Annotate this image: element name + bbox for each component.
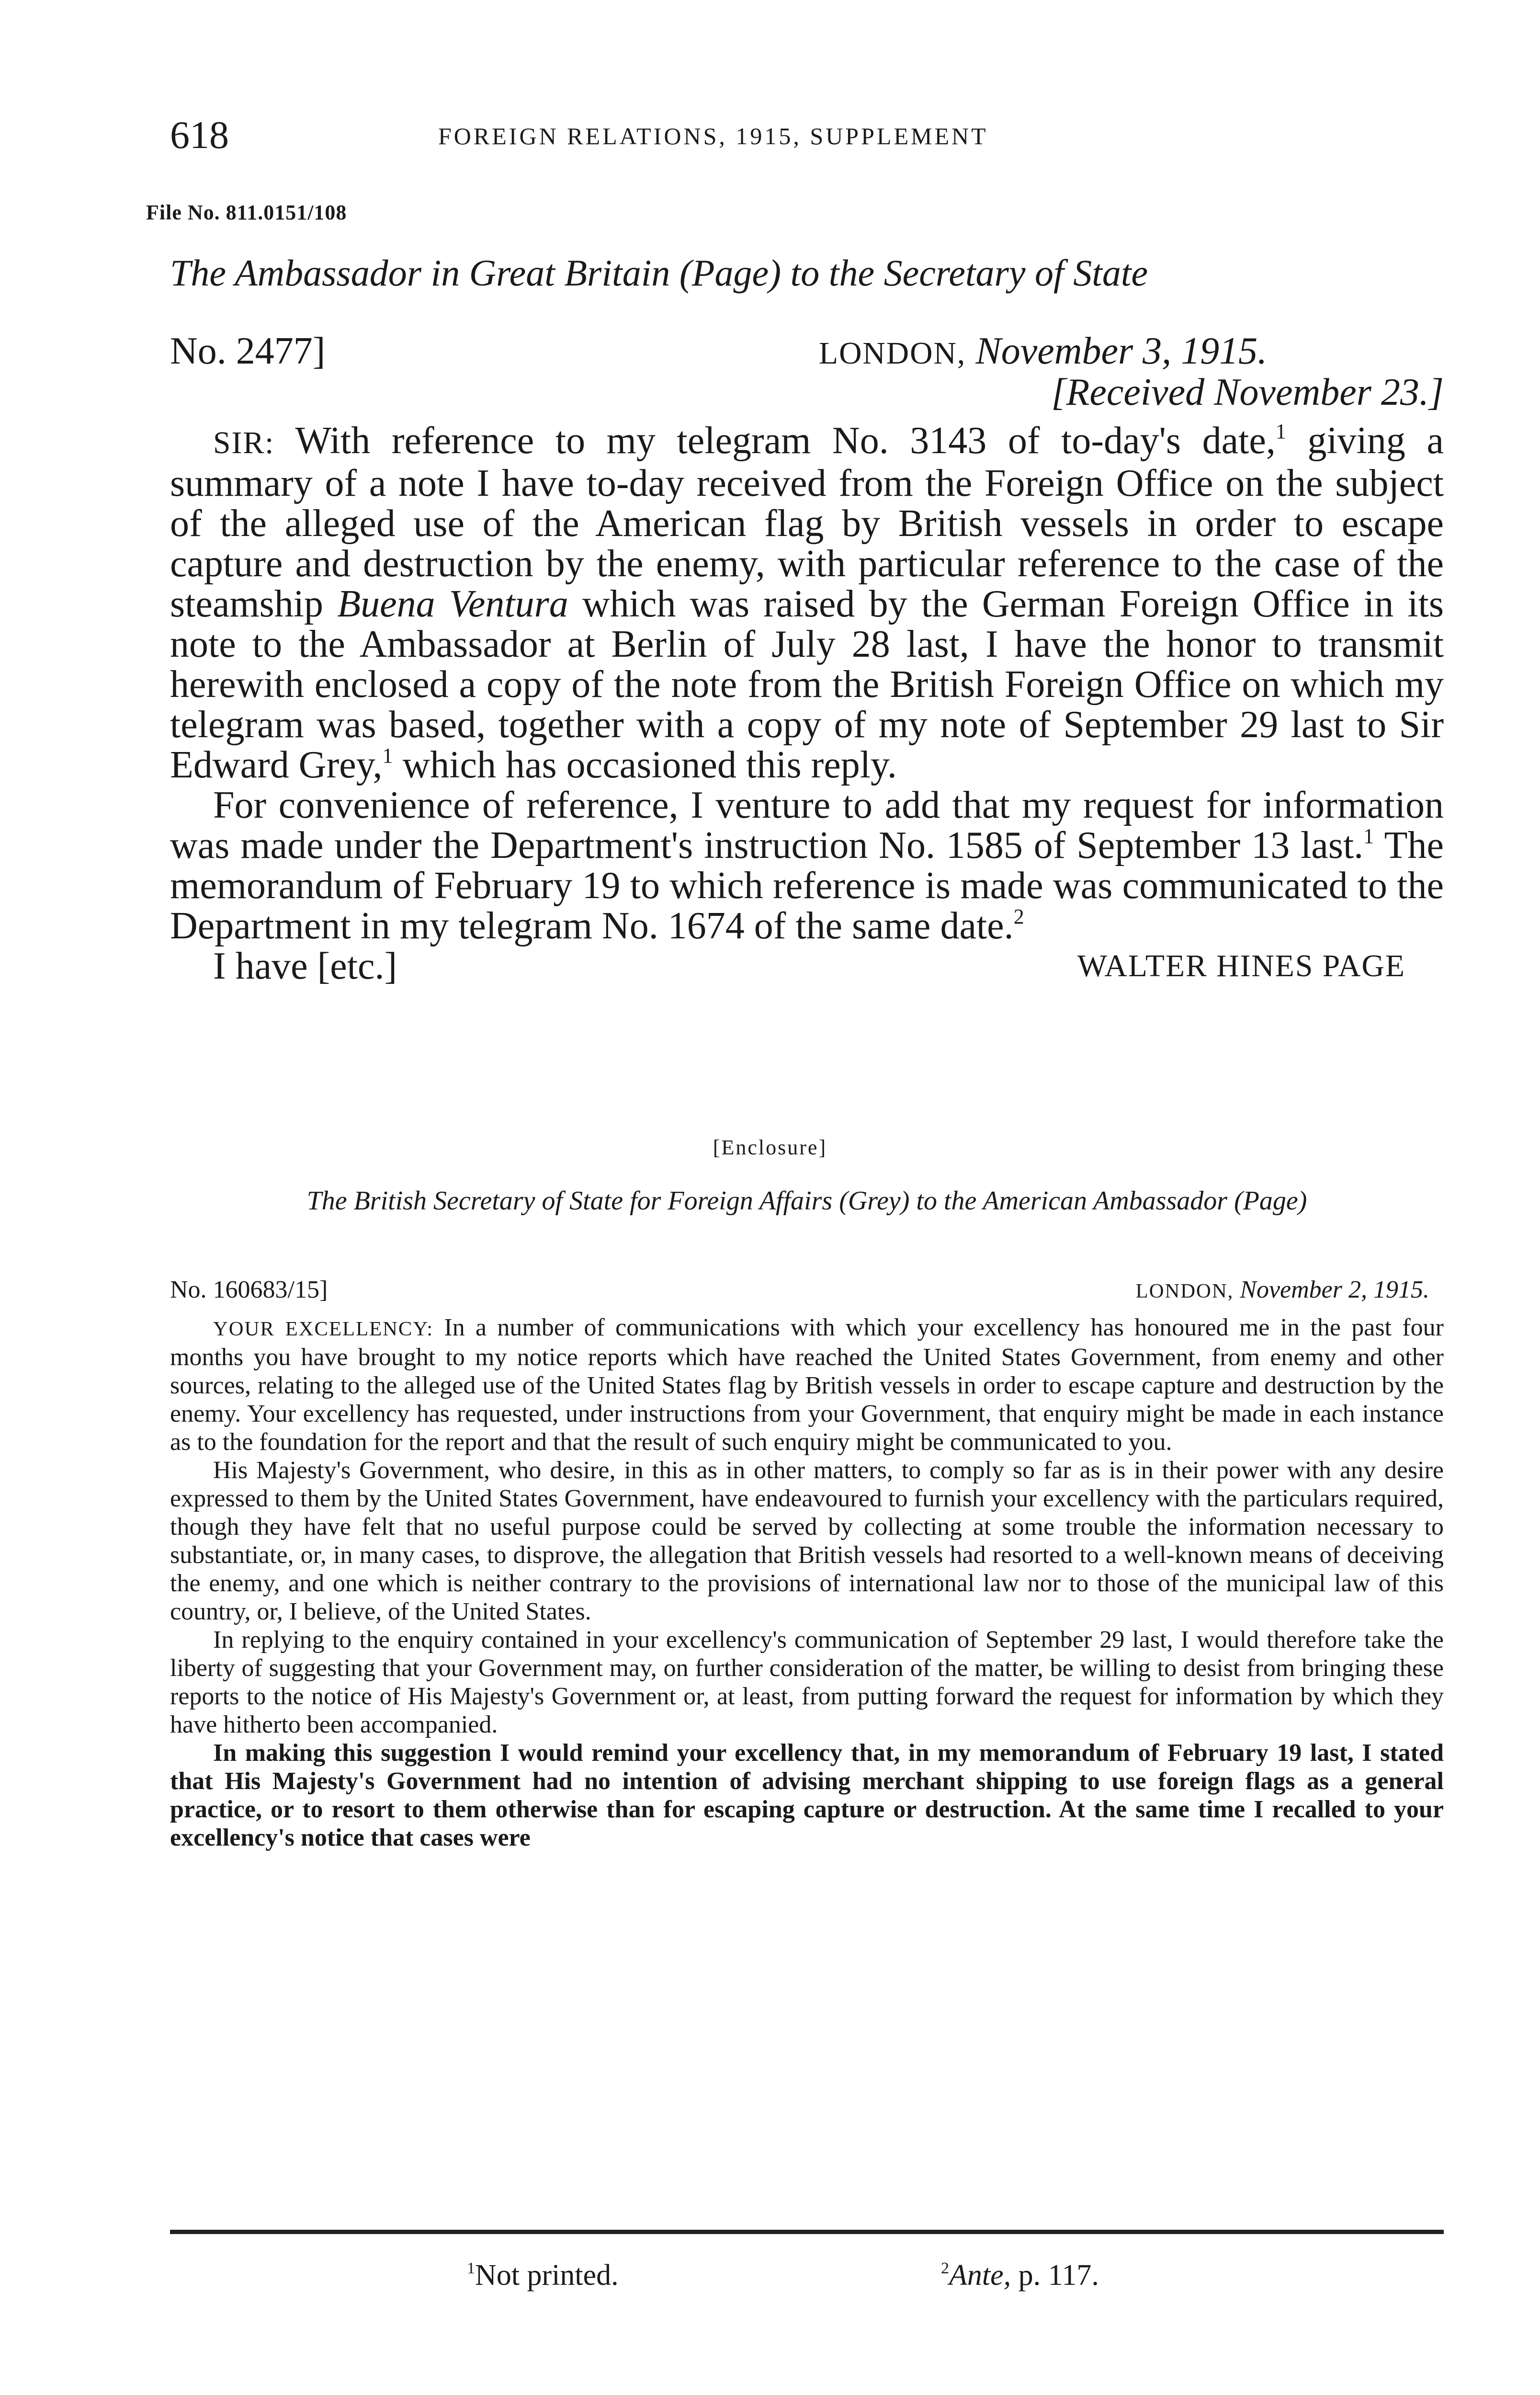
footnote-text: Not printed. bbox=[475, 2259, 619, 2292]
document-title: The Ambassador in Great Britain (Page) to the Secretary of State bbox=[170, 252, 1148, 294]
enclosure-text: In a number of communications with which your excellency has honoured me in the past four months you have brought to my notice reports which have reached the United States Government, from enemy and other sources, relating to the alleged use of the United States flag by British vessels in order to escape capture and destruction by the enemy. Your excellency has requested, under instructions from your Government, that enquiry might be made in each instance as to the foundation for the report and that the result of such enquiry might be communicated to you. bbox=[170, 1314, 1444, 1456]
received-date: [Received November 23.] bbox=[1051, 371, 1444, 413]
letter-text: The memorandum of February 19 to which reference is made was communicated to the Department in my telegram No. 1674 of the same date. bbox=[170, 824, 1444, 947]
page-header bbox=[170, 111, 1444, 164]
enclosure-title: The British Secretary of State for Foreign Affairs (Grey) to the American Ambassador (Page) bbox=[306, 1186, 1307, 1216]
footnote-mark: 2 bbox=[941, 2259, 950, 2278]
dispatch-dateline bbox=[819, 331, 1267, 374]
letter-text: which was raised by the German Foreign Office in its note to the Ambassador at Berlin of July 28 last, I have the honor to transmit herewith enclosed a copy of the note from the British Foreign Office on which my telegram was based, together with a copy of my note of September 29 last to Sir Edward Grey, bbox=[170, 583, 1444, 786]
letter-text: giving a summary of a note I have to-day received from the Foreign Office on the subject of the alleged use of the American flag by British vessels in order to escape capture and destruction by the enemy, with particular reference to the case of the steamship bbox=[170, 420, 1444, 625]
letter-text: For convenience of reference, I venture to add that my request for information was made under the Department's instruction No. 1585 of September 13 last. bbox=[170, 784, 1444, 867]
salutation: SIR: bbox=[213, 426, 275, 460]
enclosure-paragraph: In replying to the enquiry contained in your excellency's communication of September 29 last, I would therefore take the liberty of suggesting that your Government may, on further consideration of the matter, be willing to desist from bringing these reports to the notice of His Majesty's Government or, at least, from putting forward the request for information by which they have hitherto been accompanied. bbox=[170, 1626, 1444, 1738]
signature: WALTER HINES PAGE bbox=[1077, 949, 1405, 983]
footnote-ref: 2 bbox=[1013, 905, 1024, 929]
letter-paragraph bbox=[170, 785, 1444, 946]
enclosure-paragraph bbox=[170, 1313, 1444, 1456]
enclosure-number: No. 160683/15] bbox=[170, 1276, 328, 1303]
dispatch-date: November 3, 1915. bbox=[975, 330, 1268, 372]
enclosure-salutation: YOUR EXCELLENCY: bbox=[213, 1318, 434, 1340]
enclosure-body bbox=[170, 1313, 1444, 1852]
footnote-1 bbox=[467, 2258, 619, 2292]
footnote-rule bbox=[170, 2230, 1444, 2234]
enclosure-paragraph: His Majesty's Government, who desire, in this as in other matters, to comply so far as is in their power with any desire expressed to them by the United States Government, have endeavoured to furnish your excellency with the particulars required, though they have felt that no useful purpose could be served by collecting at some trouble the information necessary to substantiate, or, in many cases, to disprove, the allegation that British vessels had resorted to a well-known means of deceiving the enemy, and one which is neither contrary to the provisions of international law nor to those of the municipal law of this country, or, I believe, of the United States. bbox=[170, 1457, 1444, 1625]
dispatch-header bbox=[170, 331, 1444, 413]
file-number: File No. 811.0151/108 bbox=[146, 201, 347, 224]
letter-paragraph bbox=[170, 421, 1444, 785]
footnote-mark: 1 bbox=[467, 2259, 476, 2278]
footnote-ref: 1 bbox=[382, 744, 393, 768]
letter-text: which has occasioned this reply. bbox=[402, 744, 897, 786]
enclosure-place: LONDON, bbox=[1135, 1280, 1234, 1302]
ship-name: Buena Ventura bbox=[337, 583, 568, 625]
closing-phrase: I have [etc.] bbox=[213, 945, 397, 987]
enclosure-header bbox=[170, 1275, 1444, 1305]
footnote-ref: 1 bbox=[1275, 420, 1286, 444]
footnotes bbox=[170, 2258, 1444, 2297]
enclosure-dateline bbox=[1136, 1275, 1429, 1306]
letter-closing bbox=[170, 946, 1444, 986]
footnote-2 bbox=[941, 2258, 1099, 2292]
footnote-text: p. 117. bbox=[1018, 2259, 1099, 2292]
enclosure-label: [Enclosure] bbox=[713, 1136, 827, 1159]
dispatch-place: LONDON, bbox=[819, 336, 966, 371]
footnote-ref: 1 bbox=[1363, 824, 1374, 848]
enclosure-paragraph: In making this suggestion I would remind your excellency that, in my memorandum of February 19 last, I stated that His Majesty's Government had no intention of advising merchant shipping to use foreign flags as a general practice, or to resort to them otherwise than for escaping capture or destruction. At the same time I recalled to your excellency's notice that cases were bbox=[170, 1739, 1444, 1851]
page-number: 618 bbox=[170, 113, 229, 157]
letter-text: With reference to my telegram No. 3143 of to-day's date, bbox=[295, 420, 1276, 462]
enclosure-date: November 2, 1915. bbox=[1240, 1276, 1429, 1303]
running-head: FOREIGN RELATIONS, 1915, SUPPLEMENT bbox=[438, 123, 988, 149]
footnote-text-italic: Ante, bbox=[949, 2259, 1011, 2292]
letter-body bbox=[170, 421, 1444, 986]
dispatch-number: No. 2477] bbox=[170, 330, 326, 372]
